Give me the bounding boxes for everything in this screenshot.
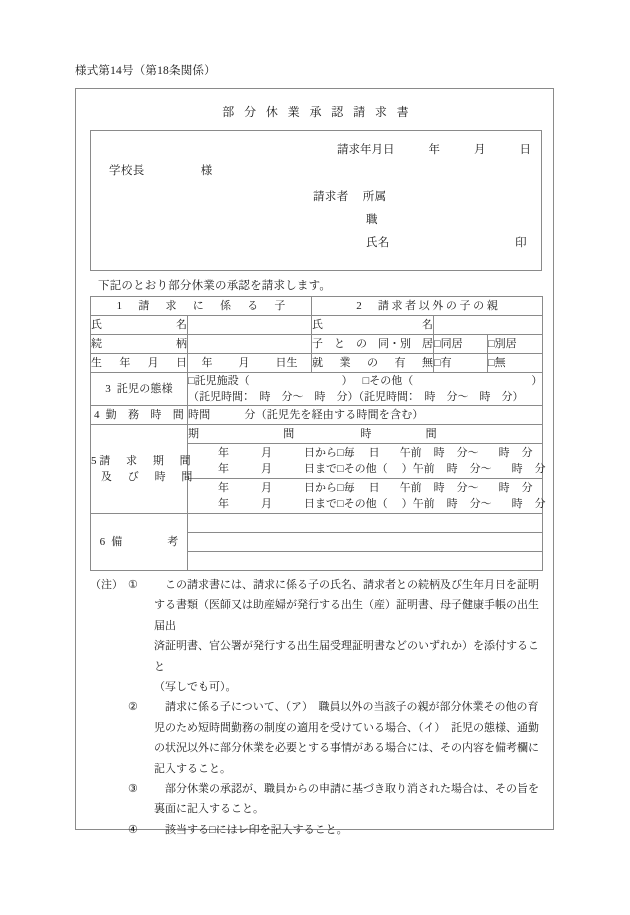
p2-from-min2: 分 [521, 482, 533, 494]
remarks-row-label [91, 514, 188, 571]
period-entry-1[interactable] [188, 444, 546, 479]
working-hours-unit-minute: 分（託児先を経由する時間を含む） [244, 409, 424, 421]
table-row-relation [91, 335, 543, 354]
child-dob-input[interactable] [188, 354, 312, 373]
childcare-row-label [91, 373, 188, 406]
period-row-number: 5 [91, 455, 97, 467]
note-body-2 [154, 697, 542, 779]
note-3-line-2: 裏面に記入すること。 [154, 803, 264, 816]
note-marker-4: ④ [128, 823, 138, 836]
period-entry-1-to [188, 461, 546, 477]
p2-to-year: 年 [218, 498, 229, 510]
note-2-line-1: 請求に係る子について、（ア） 職員以外の当該子の親が部分休業その他の育 [165, 701, 539, 714]
period-column-headers [188, 425, 543, 444]
affiliation-label: 所属 [362, 191, 387, 203]
note-4-line-1: 該当する□にはレ印を記入すること。 [165, 823, 348, 836]
addressee-office: 学校長 [109, 165, 145, 177]
period-head-jikan-1: 時 [360, 428, 372, 440]
checkbox-separate[interactable]: □別居 [488, 335, 543, 354]
header-box [90, 130, 542, 271]
child-name-input[interactable] [188, 316, 312, 335]
p1-to-min: 分～ [469, 463, 492, 475]
table-row-working-hours [91, 406, 543, 425]
p2-to-other-close: ）午前 [401, 498, 435, 510]
p1-from-min2: 分 [521, 447, 533, 459]
period-entry-2-to [188, 496, 546, 512]
note-body-3 [154, 779, 542, 820]
table-row-period-header [91, 425, 543, 444]
notes-section [90, 575, 542, 840]
p1-to-year: 年 [218, 463, 229, 475]
childcare-facility-hours: （託児時間： 時 分～ 時 分） [188, 391, 359, 403]
childcare-other-paren-close: ） [531, 375, 543, 387]
note-item-2 [90, 697, 542, 779]
note-2-line-4: 記入すること。 [154, 762, 231, 775]
p1-from-day[interactable]: 日から□毎 [304, 447, 355, 459]
request-details-table [90, 296, 546, 571]
section1-header: 1 請 求 に 係 る 子 [91, 297, 312, 316]
table-row-section-headers [91, 297, 543, 316]
p2-to-month: 月 [261, 498, 272, 510]
period-head-kikan-2: 間 [283, 428, 295, 440]
childcare-other-hours: （託児時間： 時 分～ 時 分） [358, 391, 524, 403]
request-date-label: 請求年月日 [337, 144, 395, 156]
form-number: 様式第14号（第18条関係） [75, 65, 216, 77]
note-item-3 [90, 779, 542, 820]
section2-header: 2 請求者以外の子の親 [312, 297, 543, 316]
cohabitation-label: 子 と の 同・別 居 [312, 335, 434, 354]
period-head-kikan-1: 期 [188, 428, 200, 440]
p2-from-hour: 時 [433, 482, 445, 494]
form-outer-frame [75, 88, 554, 836]
request-date-month: 月 [474, 144, 486, 156]
dob-month: 月 [238, 357, 250, 369]
note-1-line-2: する書類（医師又は助産婦が発行する出生（産）証明書、母子健康手帳の出生届出 [154, 599, 539, 632]
request-date-day: 日 [519, 144, 531, 156]
p1-from-month: 月 [261, 447, 272, 459]
table-row-name [91, 316, 543, 335]
note-1-line-4: （写しでも可）。 [154, 681, 237, 694]
table-row-remarks-1 [91, 514, 543, 533]
note-body-1 [154, 575, 542, 697]
position-label: 職 [366, 214, 378, 226]
p2-from-every: 日 [368, 482, 380, 494]
p2-to-hour: 時 [446, 498, 458, 510]
checkbox-employed[interactable]: □有 [434, 354, 488, 373]
child-dob-label: 生 年 月 日 [91, 354, 188, 373]
p2-to-day[interactable]: 日まで□その他（ [304, 498, 388, 510]
note-body-4 [154, 820, 542, 840]
dob-day: 日生 [275, 357, 298, 369]
p2-from-hour2: 時 [498, 482, 510, 494]
checkbox-childcare-other[interactable]: □その他（ [362, 375, 414, 387]
p2-from-am: 午前 [399, 482, 422, 494]
checkbox-cohabiting[interactable]: □同居 [434, 335, 488, 354]
period-entry-1-from [188, 445, 542, 461]
name-label: 氏名 [366, 237, 390, 249]
note-1-line-1: この請求書には、請求に係る子の氏名、請求者との続柄及び生年月日を証明 [165, 579, 539, 591]
p1-to-other-close: ）午前 [401, 463, 435, 475]
addressee-honorific: 様 [200, 165, 213, 177]
request-date-line [337, 141, 531, 157]
note-marker-3: ③ [128, 783, 138, 796]
period-head-jikan-2: 間 [425, 428, 437, 440]
child-name-label: 氏 名 [91, 316, 188, 335]
other-parent-name-label: 氏 名 [312, 316, 434, 335]
table-row-dob [91, 354, 543, 373]
note-item-4 [90, 820, 542, 840]
period-entry-2-from [188, 480, 542, 496]
p1-from-year: 年 [218, 447, 229, 459]
period-row-label [91, 425, 195, 514]
p1-from-min: 分～ [456, 447, 479, 459]
note-1-line-3: 済証明書、官公署が発行する出生届受理証明書などのいずれか）を添付すること [154, 640, 539, 673]
p2-to-min2: 分 [534, 498, 546, 510]
p2-from-min: 分～ [456, 482, 479, 494]
p2-from-day[interactable]: 日から□毎 [304, 482, 355, 494]
requester-label: 請求者 [313, 191, 349, 203]
lead-sentence: 下記のとおり部分休業の承認を請求します。 [98, 280, 332, 292]
remarks-input-line-2[interactable] [188, 533, 543, 552]
remarks-input-line-1[interactable] [188, 514, 543, 533]
p1-to-month: 月 [261, 463, 272, 475]
other-parent-name-input[interactable] [434, 316, 543, 335]
note-marker-1: ① [128, 579, 138, 591]
remarks-row-title: 備 考 [111, 536, 179, 548]
notes-kind-label: （注） [90, 579, 123, 591]
childcare-row-number: 3 [105, 383, 111, 395]
addressee-line [109, 162, 213, 178]
child-relation-label: 続 柄 [91, 335, 188, 354]
period-row-title-line2: 及 び 時 間 [101, 471, 195, 483]
p2-to-min: 分～ [469, 498, 492, 510]
note-marker-2: ② [128, 701, 138, 714]
childcare-detail-cell[interactable] [188, 373, 543, 406]
checkbox-childcare-facility[interactable]: □託児施設（ [188, 375, 250, 387]
p2-from-month: 月 [261, 482, 272, 494]
table-row-childcare [91, 373, 543, 406]
checkbox-not-employed[interactable]: □無 [488, 354, 543, 373]
working-hours-unit-hour: 時間 [188, 409, 211, 421]
note-2-line-2: 児のため短時間勤務の制度の適用を受けている場合、（イ） 託児の態様、通勤 [154, 721, 539, 734]
childcare-options-line [188, 373, 542, 389]
p1-from-hour: 時 [433, 447, 445, 459]
dob-year: 年 [201, 357, 213, 369]
note-item-1 [90, 575, 542, 697]
period-entry-2[interactable] [188, 479, 546, 514]
remarks-input-line-3[interactable] [188, 552, 543, 571]
working-hours-input[interactable] [188, 406, 543, 425]
child-relation-input[interactable] [188, 335, 312, 354]
childcare-row-title: 託児の態様 [116, 383, 173, 395]
seal-label: 印 [515, 237, 527, 249]
working-hours-row-title: 勤 務 時 間 [105, 409, 184, 421]
employment-label: 就 業 の 有 無 [312, 354, 434, 373]
requester-line [313, 188, 387, 204]
working-hours-row-label [91, 406, 188, 425]
note-2-line-3: の状況以外に部分休業を必要とする事情がある場合には、その内容を備考欄に [154, 742, 539, 755]
p1-to-min2: 分 [534, 463, 546, 475]
working-hours-row-number: 4 [93, 409, 100, 421]
request-date-year: 年 [428, 144, 440, 156]
period-row-title-line1: 請 求 期 間 [99, 455, 194, 467]
p1-from-hour2: 時 [498, 447, 510, 459]
p1-from-am: 午前 [399, 447, 422, 459]
p1-from-every: 日 [368, 447, 380, 459]
page-title: 部 分 休 業 承 認 請 求 書 [222, 105, 413, 119]
p1-to-hour2: 時 [511, 463, 523, 475]
remarks-row-number: 6 [99, 536, 106, 548]
p1-to-hour: 時 [446, 463, 458, 475]
note-3-line-1: 部分休業の承認が、職員からの申請に基づき取り消された場合は、その旨を [165, 783, 539, 796]
childcare-hours-line [188, 389, 542, 405]
p2-to-hour2: 時 [511, 498, 523, 510]
p2-from-year: 年 [218, 482, 229, 494]
childcare-facility-paren-close: ） [341, 375, 353, 387]
p1-to-day[interactable]: 日まで□その他（ [304, 463, 388, 475]
